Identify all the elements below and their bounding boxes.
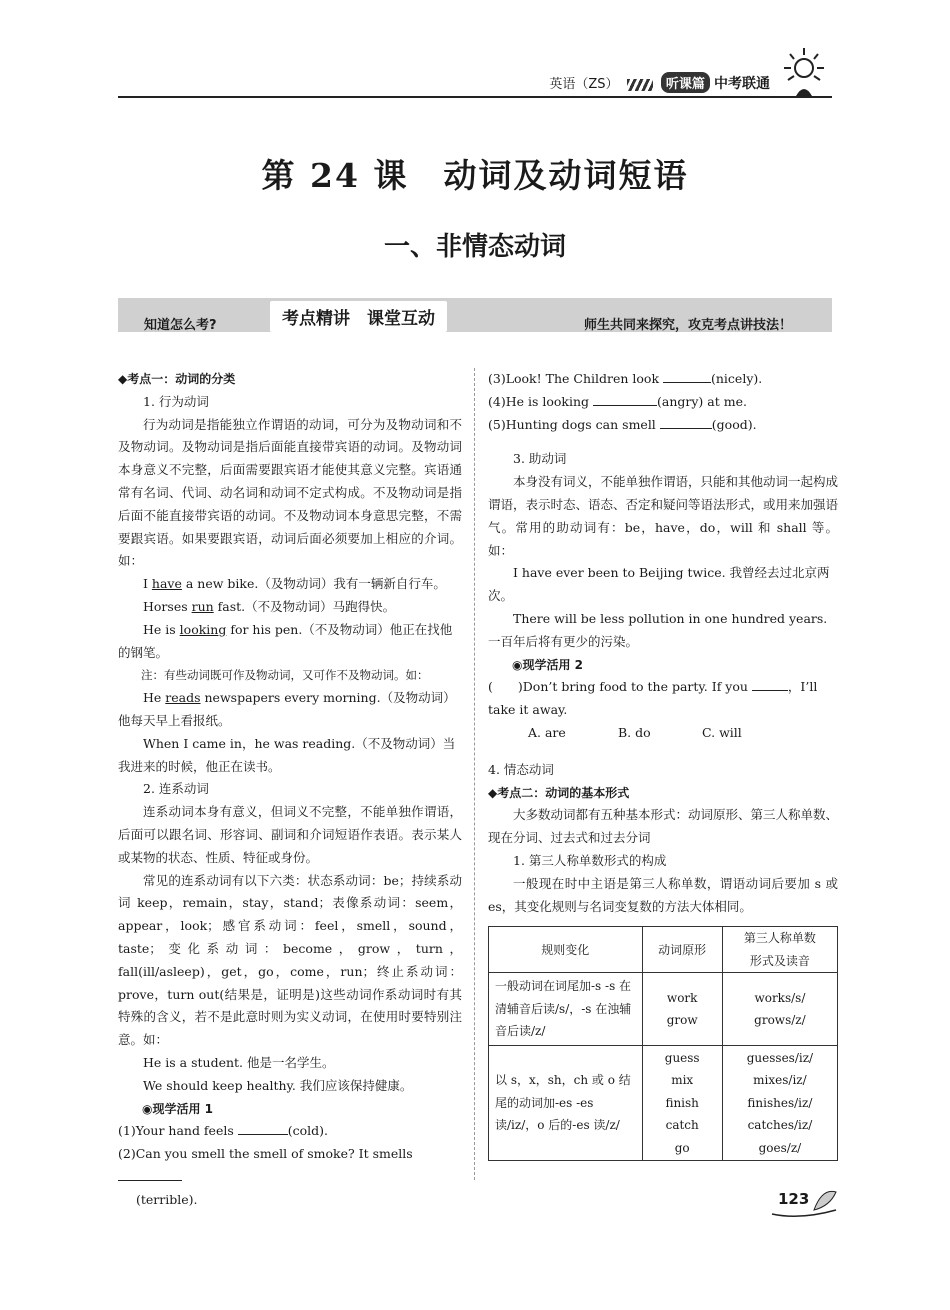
page-number-badge bbox=[770, 1180, 840, 1222]
example-8: I have ever been to Beijing twice. 我曾经去过北京两次。 bbox=[488, 565, 830, 604]
table-cell-third: works/s/ grows/z/ bbox=[722, 973, 837, 1046]
header-subject: 英语（ZS） bbox=[549, 77, 619, 92]
paragraph-2: 连系动词本身有意义，但词义不完整，不能单独作谓语，后面可以跟名词、形容词、副词和介词短语作表语。表示某人或某物的状态、性质、特征或身份。 bbox=[118, 804, 462, 865]
header-brand: 中考联通 bbox=[714, 76, 770, 92]
options-row bbox=[488, 722, 838, 745]
banner-right: 师生共同来探究，攻克考点讲技法！ bbox=[583, 318, 792, 333]
answer-blank[interactable] bbox=[663, 382, 711, 383]
paragraph-5: 大多数动词都有五种基本形式：动词原形、第三人称单数、现在分词、过去式和过去分词 bbox=[488, 807, 839, 846]
section-2-heading: 2. 连系动词 bbox=[143, 781, 209, 797]
paragraph-6: 一般现在时中主语是第三人称单数，谓语动词后要加 s 或 es，其变化规则与名词变复数的方法大体相同。 bbox=[488, 875, 838, 914]
table-cell-base: work grow bbox=[642, 973, 722, 1046]
answer-blank[interactable] bbox=[118, 1180, 182, 1181]
section-4-heading: 4. 情态动词 bbox=[488, 761, 554, 777]
kaodian-2: ◆考点二：动词的基本形式 bbox=[488, 785, 630, 800]
table-cell-rule: 以 s，x，sh，ch 或 o 结尾的动词加-es -es 读/iz/，o 后的-es 读/z/ bbox=[489, 1045, 643, 1161]
example-5: When I came in，he was reading.（不及物动词）当我进来的时候，他正在读书。 bbox=[118, 735, 456, 774]
paragraph-3: 常见的连系动词有以下六类：状态系动词：be；持续系动词 keep，remain，stay，stand；表像系动词：seem，appear，look；感官系动词：feel，smell，sound，taste；变化系动词：become，grow，turn，fall(ill/asleep)，get，go，come，run；终止系动词：prove，turn out(结果是，证明是)这些动词作系动词时有其特殊的含义，若不是此意时则为实义动词，在使用时要特别注意。如： bbox=[118, 872, 462, 1048]
answer-blank[interactable] bbox=[238, 1134, 288, 1135]
page-number: 123 bbox=[778, 1190, 810, 1208]
banner-left: 知道怎么考? bbox=[144, 318, 217, 333]
option-c[interactable]: C. will bbox=[702, 724, 742, 740]
section-5-heading: 1. 第三人称单数形式的构成 bbox=[513, 852, 667, 868]
table-cell-third: guesses/iz/ mixes/iz/ finishes/iz/ catches/iz/ goes/z/ bbox=[722, 1045, 837, 1161]
table-cell-base: guess mix finish catch go bbox=[642, 1045, 722, 1161]
answer-blank[interactable] bbox=[752, 690, 788, 691]
table-header: 第三人称单数形式及读音 bbox=[722, 927, 837, 973]
header-text bbox=[549, 72, 770, 93]
practice-1-heading: ◉现学活用 1 bbox=[142, 1101, 213, 1116]
table-row bbox=[489, 1045, 838, 1161]
column-divider bbox=[474, 368, 475, 1180]
practice-2-heading: ◉现学活用 2 bbox=[512, 657, 583, 672]
multiple-choice-question: ( )Don’t bring food to the party. If you ，I’ll take it away. bbox=[488, 679, 818, 718]
section-subtitle: 一、非情态动词 bbox=[383, 232, 566, 262]
page-title: 第 24 课 动词及动词短语 bbox=[261, 156, 689, 195]
note: 注：有些动词既可作及物动词，又可作不及物动词。如： bbox=[141, 668, 429, 683]
banner-middle: 考点精讲 课堂互动 bbox=[270, 301, 447, 332]
table-row bbox=[489, 973, 838, 1046]
example-2: Horses run fast.（不及物动词）马跑得快。 bbox=[143, 598, 396, 614]
section-1-heading: 1. 行为动词 bbox=[143, 393, 209, 409]
section-3-heading: 3. 助动词 bbox=[513, 451, 567, 467]
example-1: I have a new bike.（及物动词）我有一辆新自行车。 bbox=[143, 576, 446, 592]
option-a[interactable]: A. are bbox=[528, 724, 566, 740]
example-3: He is looking for his pen.（不及物动词）他正在找他的钢笔。 bbox=[118, 621, 453, 660]
question-1: (1)Your hand feels (cold). bbox=[118, 1123, 328, 1139]
question-2: (2)Can you smell the smell of smoke? It smells (terrible). bbox=[118, 1146, 413, 1207]
section-banner bbox=[118, 298, 832, 332]
table-header-row bbox=[489, 927, 838, 973]
question-5: (5)Hunting dogs can smell (good). bbox=[488, 416, 757, 432]
example-6: He is a student. 他是一名学生。 bbox=[143, 1054, 335, 1070]
example-9: There will be less pollution in one hundred years. 一百年后将有更少的污染。 bbox=[488, 610, 828, 649]
example-4: He reads newspapers every morning.（及物动词）他每天早上看报纸。 bbox=[118, 690, 456, 728]
table-header: 规则变化 bbox=[489, 927, 643, 973]
sun-tree-logo bbox=[776, 46, 832, 98]
running-header bbox=[118, 58, 832, 98]
header-badge: 听课篇 bbox=[661, 72, 710, 93]
left-column bbox=[118, 368, 462, 1211]
example-7: We should keep healthy. 我们应该保持健康。 bbox=[143, 1077, 413, 1093]
question-3: (3)Look! The Children look (nicely). bbox=[488, 371, 763, 386]
stripes-decoration bbox=[627, 79, 653, 91]
paragraph-1: 行为动词是指能独立作谓语的动词，可分为及物动词和不及物动词。及物动词是指后面能直接带宾语的动词。及物动词本身意义不完整，后面需要跟宾语才能使其意义完整。宾语通常有名词、代词、动名词和动词不定式构成。不及物动词是指后面不能直接带宾语的动词。不及物动词本身意思完整，不需要跟宾语。如果要跟宾语，动词后面必须要加上相应的介词。如： bbox=[118, 416, 462, 569]
option-b[interactable]: B. do bbox=[618, 724, 651, 740]
answer-blank[interactable] bbox=[660, 428, 712, 429]
table-header: 动词原形 bbox=[642, 927, 722, 973]
table-cell-rule: 一般动词在词尾加-s -s 在清辅音后读/s/，-s 在浊辅音后读/z/ bbox=[489, 973, 643, 1046]
right-column bbox=[488, 368, 838, 1161]
third-person-table bbox=[488, 926, 838, 1161]
answer-blank[interactable] bbox=[593, 405, 657, 406]
question-4: (4)He is looking (angry) at me. bbox=[488, 393, 747, 409]
paragraph-4: 本身没有词义，不能单独作谓语，只能和其他动词一起构成谓语，表示时态、语态、否定和疑问等语法形式，或用来加强语气。常用的助动词有：be，have，do，will 和 shall 等。如： bbox=[488, 474, 839, 558]
kaodian-1: ◆考点一：动词的分类 bbox=[118, 372, 236, 386]
